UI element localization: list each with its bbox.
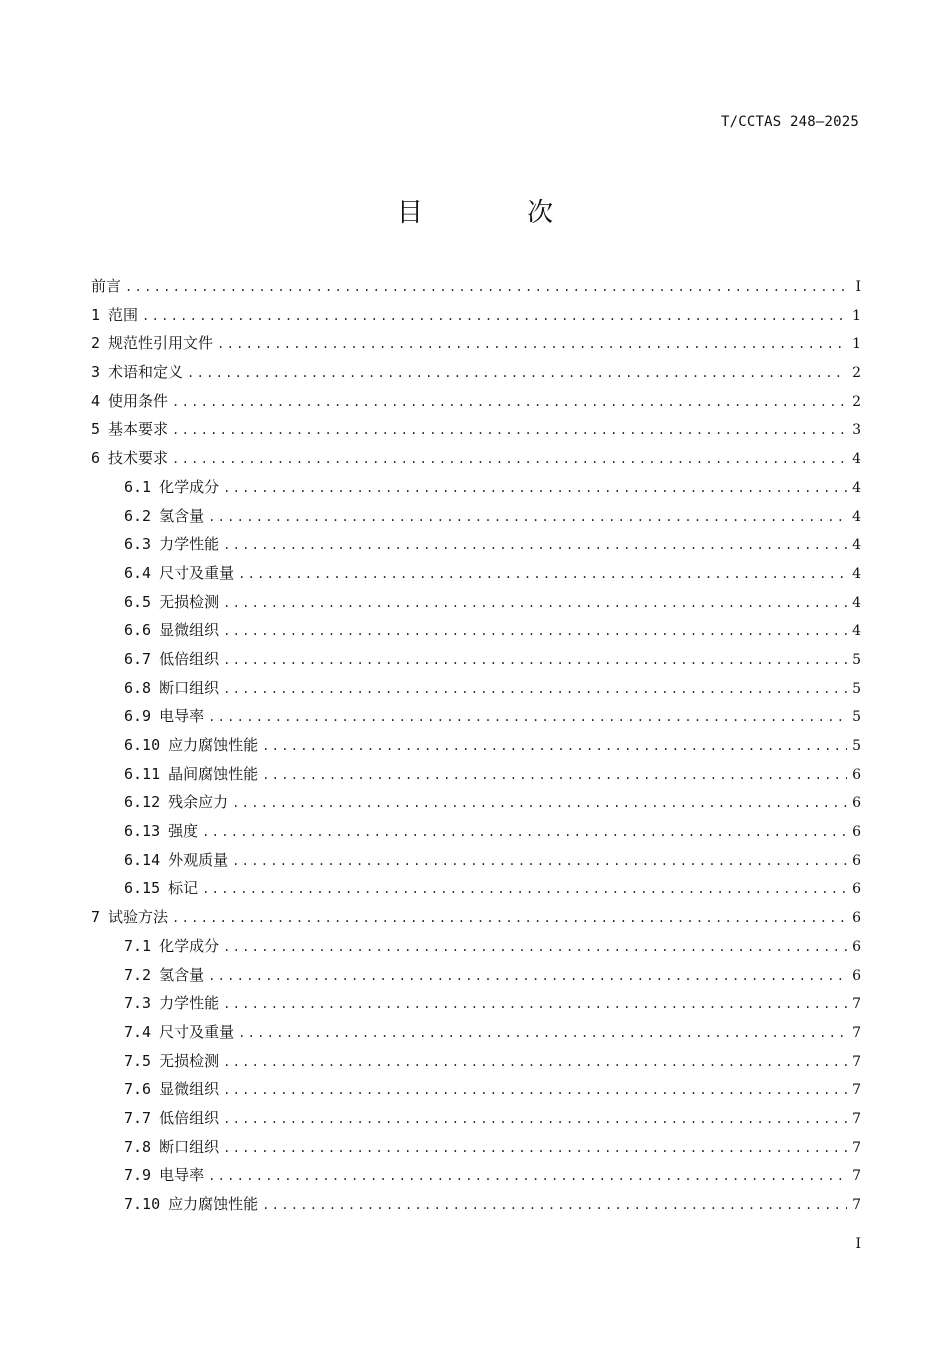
toc-leader-dots (208, 703, 847, 732)
toc-entry-label (124, 645, 219, 674)
toc-entry-page: 5 (852, 738, 861, 754)
toc-entry-title: 前言 (91, 277, 122, 295)
toc-entry[interactable] (91, 387, 861, 416)
toc-entry-title: 电导率 (159, 1166, 205, 1185)
toc-leader-dots (238, 560, 847, 589)
toc-entry[interactable] (91, 444, 861, 473)
toc-leader-dots (262, 1191, 847, 1220)
toc-leader-dots (172, 904, 847, 933)
toc-entry-title: 技术要求 (108, 449, 169, 468)
toc-entry[interactable] (91, 760, 861, 789)
toc-entry-page: 4 (852, 594, 861, 611)
toc-entry-label (124, 588, 219, 617)
toc-entry-title: 尺寸及重量 (159, 563, 235, 582)
toc-entry-title: 晶间腐蚀性能 (168, 764, 259, 783)
toc-entry-number: 7.1 (124, 936, 152, 955)
toc-entry-title: 试验方法 (108, 908, 169, 927)
toc-entry[interactable] (91, 1190, 861, 1219)
page-title: 目 次 (396, 198, 602, 228)
toc-leader-dots (125, 273, 847, 302)
toc-entry-page: 1 (852, 307, 861, 324)
toc-entry-label (124, 961, 204, 990)
toc-entry-label (124, 674, 219, 703)
toc-entry-number: 6.11 (124, 764, 161, 783)
toc-entry-title: 电导率 (159, 707, 205, 726)
toc-entry[interactable] (91, 588, 861, 617)
toc-entry-number: 5 (91, 420, 101, 439)
toc-entry[interactable] (91, 846, 861, 875)
toc-entry-number: 6.10 (124, 736, 161, 754)
toc-entry-title: 低倍组织 (159, 1108, 220, 1127)
toc-entry-page: 6 (852, 881, 861, 898)
toc-entry[interactable] (91, 530, 861, 559)
toc-entry-page: 7 (852, 1082, 861, 1099)
toc-entry-label (124, 932, 219, 961)
toc-entry-label (124, 1018, 234, 1047)
toc-entry[interactable] (91, 989, 861, 1018)
toc-entry-label (124, 559, 234, 588)
toc-entry-title: 应力腐蚀性能 (168, 736, 259, 754)
toc-entry-number: 6.12 (124, 793, 161, 812)
toc-entry-title: 力学性能 (159, 994, 220, 1013)
toc-entry-page: 7 (852, 996, 861, 1013)
toc-entry-page: 2 (852, 393, 861, 410)
toc-entry-label (124, 616, 219, 645)
toc-entry-number: 6.2 (124, 506, 152, 525)
toc-entry-page: 2 (852, 365, 861, 382)
toc-entry-number: 6.14 (124, 850, 161, 869)
toc-leader-dots (202, 818, 847, 847)
toc-entry-label (124, 1190, 258, 1219)
toc-entry-title: 范围 (108, 305, 139, 324)
toc-entry-label (91, 329, 213, 358)
toc-entry[interactable] (91, 788, 861, 817)
toc-entry-label (124, 788, 228, 817)
toc-entry-number: 6.3 (124, 535, 152, 554)
toc-entry[interactable] (91, 731, 861, 760)
toc-entry-title: 应力腐蚀性能 (168, 1195, 259, 1213)
toc-entry-page: 4 (852, 451, 861, 468)
toc-entry-title: 断口组织 (159, 1137, 220, 1156)
toc-entry[interactable] (91, 874, 861, 903)
toc-leader-dots (142, 302, 847, 331)
toc-entry[interactable] (91, 272, 861, 301)
toc-entry-label (124, 817, 198, 846)
toc-entry-title: 力学性能 (159, 535, 220, 554)
toc-entry[interactable] (91, 1047, 861, 1076)
toc-leader-dots (223, 1134, 847, 1163)
toc-entry-label (124, 702, 204, 731)
toc-entry[interactable] (91, 1133, 861, 1162)
toc-entry-number: 7.10 (124, 1195, 161, 1213)
toc-entry-page: 6 (852, 967, 861, 984)
toc-leader-dots (262, 761, 847, 790)
toc-leader-dots (232, 847, 847, 876)
toc-leader-dots (223, 474, 847, 503)
toc-entry-number: 3 (91, 363, 101, 382)
toc-entry-label (124, 846, 228, 875)
toc-entry-label (91, 272, 121, 301)
toc-entry[interactable] (91, 616, 861, 645)
toc-entry-number: 6.6 (124, 621, 152, 640)
toc-leader-dots (172, 388, 847, 417)
toc-leader-dots (223, 675, 847, 704)
toc-entry-number: 6.8 (124, 678, 152, 697)
toc-entry[interactable] (91, 903, 861, 932)
toc-entry-page: 6 (852, 910, 861, 927)
toc-entry-label (124, 473, 219, 502)
toc-entry-title: 外观质量 (168, 850, 229, 869)
toc-entry-page: 6 (852, 852, 861, 869)
toc-entry-number: 6.5 (124, 592, 152, 611)
toc-leader-dots (223, 1048, 847, 1077)
toc-entry-title: 无损检测 (159, 592, 220, 611)
toc-entry-title: 氢含量 (159, 965, 205, 984)
toc-entry-title: 基本要求 (108, 420, 169, 439)
toc-leader-dots (217, 330, 847, 359)
toc-entry-number: 7.5 (124, 1051, 152, 1070)
toc-entry-label (91, 444, 168, 473)
toc-entry-label (124, 989, 219, 1018)
toc-entry-page: 6 (852, 824, 861, 841)
toc-entry-number: 6.15 (124, 879, 161, 898)
toc-entry-page: 1 (852, 336, 861, 353)
toc-entry[interactable] (91, 473, 861, 502)
toc-entry[interactable] (91, 645, 861, 674)
toc-entry-title: 尺寸及重量 (159, 1022, 235, 1041)
toc-leader-dots (223, 933, 847, 962)
toc-entry[interactable] (91, 702, 861, 731)
page-number: I (855, 1236, 861, 1252)
toc-entry-page: 3 (852, 422, 861, 439)
toc-entry-page: 7 (852, 1168, 861, 1185)
document-code: T/CCTAS 248—2025 (720, 114, 859, 130)
toc-entry-title: 标记 (168, 879, 199, 898)
toc-entry-label (91, 415, 168, 444)
toc-entry-title: 使用条件 (108, 391, 169, 410)
toc-leader-dots (172, 445, 847, 474)
toc-entry-number: 7.7 (124, 1108, 152, 1127)
toc-entry-title: 低倍组织 (159, 649, 220, 668)
toc-leader-dots (187, 359, 847, 388)
toc-entry-number: 6.4 (124, 563, 152, 582)
toc-leader-dots (172, 416, 847, 445)
toc-entry-page: 4 (852, 565, 861, 582)
toc-entry[interactable] (91, 301, 861, 330)
toc-entry-number: 2 (91, 334, 101, 353)
toc-entry[interactable] (91, 674, 861, 703)
toc-entry-number: 6.7 (124, 649, 152, 668)
toc-entry[interactable] (91, 358, 861, 387)
toc-entry[interactable] (91, 1161, 861, 1190)
toc-entry-page: 6 (852, 766, 861, 783)
toc-entry-page: 7 (852, 1053, 861, 1070)
toc-entry-page: I (855, 279, 861, 295)
toc-entry-title: 化学成分 (159, 936, 220, 955)
toc-leader-dots (223, 589, 847, 618)
toc-entry-number: 6.1 (124, 477, 152, 496)
toc-leader-dots (232, 789, 847, 818)
table-of-contents (91, 272, 861, 1219)
toc-entry-title: 残余应力 (168, 793, 229, 812)
toc-entry-page: 4 (852, 623, 861, 640)
toc-entry-label (91, 358, 183, 387)
toc-leader-dots (223, 531, 847, 560)
toc-entry-label (124, 1133, 219, 1162)
toc-entry-title: 断口组织 (159, 678, 220, 697)
toc-leader-dots (223, 646, 847, 675)
toc-entry[interactable] (91, 961, 861, 990)
toc-entry[interactable] (91, 415, 861, 444)
toc-leader-dots (202, 875, 847, 904)
toc-entry-label (91, 301, 138, 330)
toc-entry-number: 7 (91, 908, 101, 927)
toc-entry-title: 术语和定义 (108, 363, 184, 382)
toc-entry-page: 7 (852, 1197, 861, 1213)
toc-entry-title: 显微组织 (159, 621, 220, 640)
toc-entry-label (124, 502, 204, 531)
toc-entry-page: 5 (852, 709, 861, 726)
toc-entry-label (124, 530, 219, 559)
toc-entry-label (124, 1075, 219, 1104)
toc-entry-page: 7 (852, 1139, 861, 1156)
toc-entry-page: 5 (852, 651, 861, 668)
toc-entry-number: 6 (91, 449, 101, 468)
toc-entry-title: 无损检测 (159, 1051, 220, 1070)
toc-entry-number: 7.9 (124, 1166, 152, 1185)
toc-entry-title: 规范性引用文件 (108, 334, 214, 353)
toc-entry-page: 6 (852, 795, 861, 812)
toc-entry-page: 7 (852, 1110, 861, 1127)
toc-entry-label (91, 387, 168, 416)
toc-entry-number: 7.2 (124, 965, 152, 984)
toc-entry-page: 4 (852, 508, 861, 525)
toc-entry-label (124, 1161, 204, 1190)
toc-entry-number: 6.13 (124, 822, 161, 841)
toc-leader-dots (208, 962, 847, 991)
toc-leader-dots (238, 1019, 847, 1048)
toc-entry-label (91, 903, 168, 932)
toc-leader-dots (262, 732, 847, 761)
toc-entry-label (124, 760, 258, 789)
toc-entry-title: 强度 (168, 822, 199, 841)
toc-entry-number: 7.4 (124, 1022, 152, 1041)
toc-entry[interactable] (91, 329, 861, 358)
toc-entry-page: 6 (852, 938, 861, 955)
toc-leader-dots (208, 503, 847, 532)
toc-entry[interactable] (91, 817, 861, 846)
toc-entry-number: 7.3 (124, 994, 152, 1013)
toc-entry[interactable] (91, 932, 861, 961)
toc-entry-title: 化学成分 (159, 477, 220, 496)
toc-entry-title: 氢含量 (159, 506, 205, 525)
toc-entry-page: 4 (852, 479, 861, 496)
toc-entry-page: 7 (852, 1024, 861, 1041)
toc-entry-page: 5 (852, 680, 861, 697)
toc-entry-label (124, 1104, 219, 1133)
toc-entry[interactable] (91, 1075, 861, 1104)
toc-entry-title: 显微组织 (159, 1080, 220, 1099)
toc-entry[interactable] (91, 1104, 861, 1133)
toc-entry-number: 7.8 (124, 1137, 152, 1156)
toc-leader-dots (223, 1076, 847, 1105)
toc-entry-number: 7.6 (124, 1080, 152, 1099)
toc-leader-dots (223, 990, 847, 1019)
toc-leader-dots (223, 1105, 847, 1134)
toc-entry-label (124, 1047, 219, 1076)
toc-entry[interactable] (91, 1018, 861, 1047)
toc-entry-page: 4 (852, 537, 861, 554)
toc-entry-label (124, 874, 198, 903)
toc-leader-dots (208, 1162, 847, 1191)
toc-entry-label (124, 731, 258, 760)
toc-entry-number: 1 (91, 305, 101, 324)
toc-leader-dots (223, 617, 847, 646)
toc-entry[interactable] (91, 502, 861, 531)
toc-entry-number: 6.9 (124, 707, 152, 726)
toc-entry-number: 4 (91, 391, 101, 410)
toc-entry[interactable] (91, 559, 861, 588)
